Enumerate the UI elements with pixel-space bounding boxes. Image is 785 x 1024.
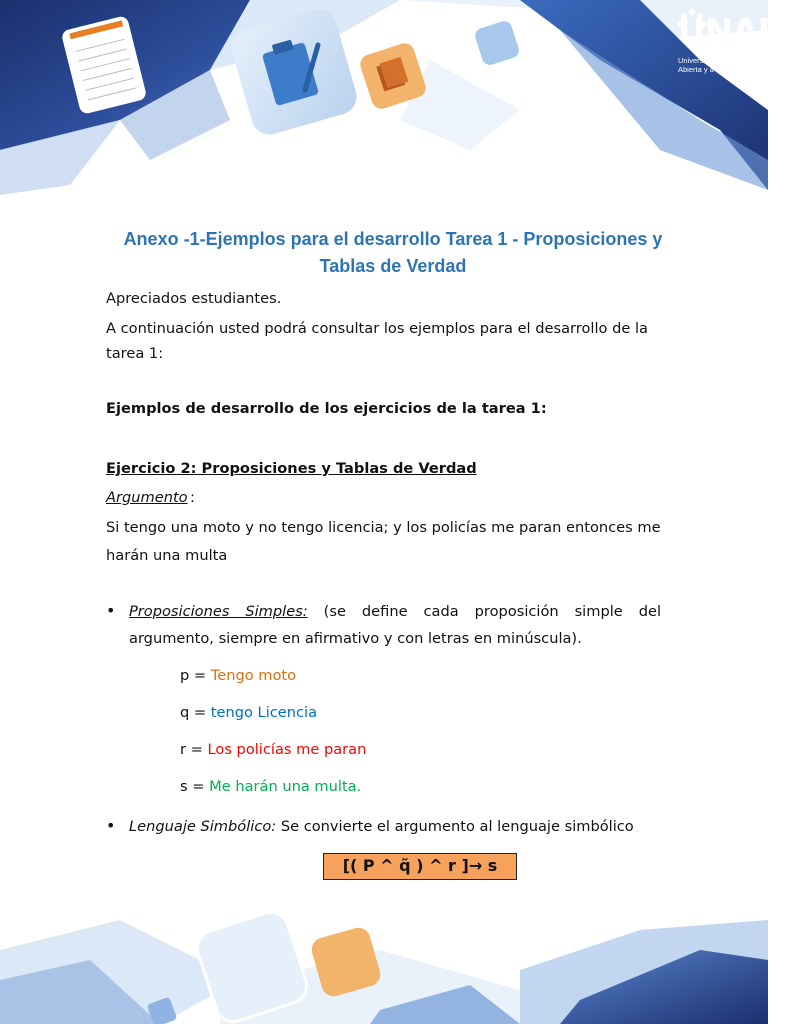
argument-text: Si tengo una moto y no tengo licencia; y los policías me paran entonces me harán una multa: [106, 519, 661, 564]
proposition-var: r =: [180, 741, 208, 758]
simple-propositions-desc: (se define cada proposición simple del argumento, siempre en afirmativo y con letras en minúscula).: [129, 603, 661, 647]
proposition-var: p =: [180, 667, 211, 684]
proposition-q: [180, 702, 317, 724]
proposition-text: Tengo moto: [210, 667, 297, 684]
proposition-text: Me harán una multa.: [209, 778, 362, 795]
simple-propositions-item: [129, 598, 661, 652]
logo-subtitle-line2: Abierta y a Distancia: [678, 65, 747, 74]
logo-text: UNAD: [678, 12, 785, 52]
proposition-var: q =: [180, 704, 211, 721]
logo-subtitle-line1: Universidad Nacional: [678, 56, 749, 65]
exercise-title: Ejercicio 2: Proposiciones y Tablas de Verdad: [106, 460, 477, 477]
symbolic-language-item: [129, 813, 634, 840]
argument-label: Argumento: [106, 489, 188, 506]
symbolic-formula: [( P ^ q̃ ) ^ r ]→ s: [323, 853, 517, 880]
header-banner: [0, 0, 768, 200]
proposition-text: tengo Licencia: [210, 704, 318, 721]
unad-logo: [670, 6, 785, 86]
proposition-text: Los policías me paran: [207, 741, 367, 758]
bullet-icon: •: [106, 816, 116, 835]
proposition-s: [180, 776, 361, 798]
proposition-r: [180, 739, 366, 761]
argument-colon: :: [190, 489, 195, 506]
greeting: Apreciados estudiantes.: [106, 290, 282, 307]
proposition-var: s =: [180, 778, 210, 795]
document-title: Anexo -1-Ejemplos para el desarrollo Tarea 1 - Proposiciones y Tablas de Verdad: [123, 229, 663, 276]
logo-subtitle: [678, 56, 770, 74]
section-heading: Ejemplos de desarrollo de los ejercicios de la tarea 1:: [106, 400, 547, 417]
proposition-p: [180, 665, 296, 687]
simple-propositions-label: Proposiciones Simples:: [129, 603, 308, 620]
bullet-icon: •: [106, 601, 116, 620]
symbolic-language-label: Lenguaje Simbólico:: [129, 818, 277, 835]
intro-paragraph: A continuación usted podrá consultar los ejemplos para el desarrollo de la tarea 1:: [106, 320, 648, 362]
symbolic-language-desc: Se convierte el argumento al lenguaje simbólico: [276, 818, 634, 835]
footer-banner: [0, 890, 768, 1024]
